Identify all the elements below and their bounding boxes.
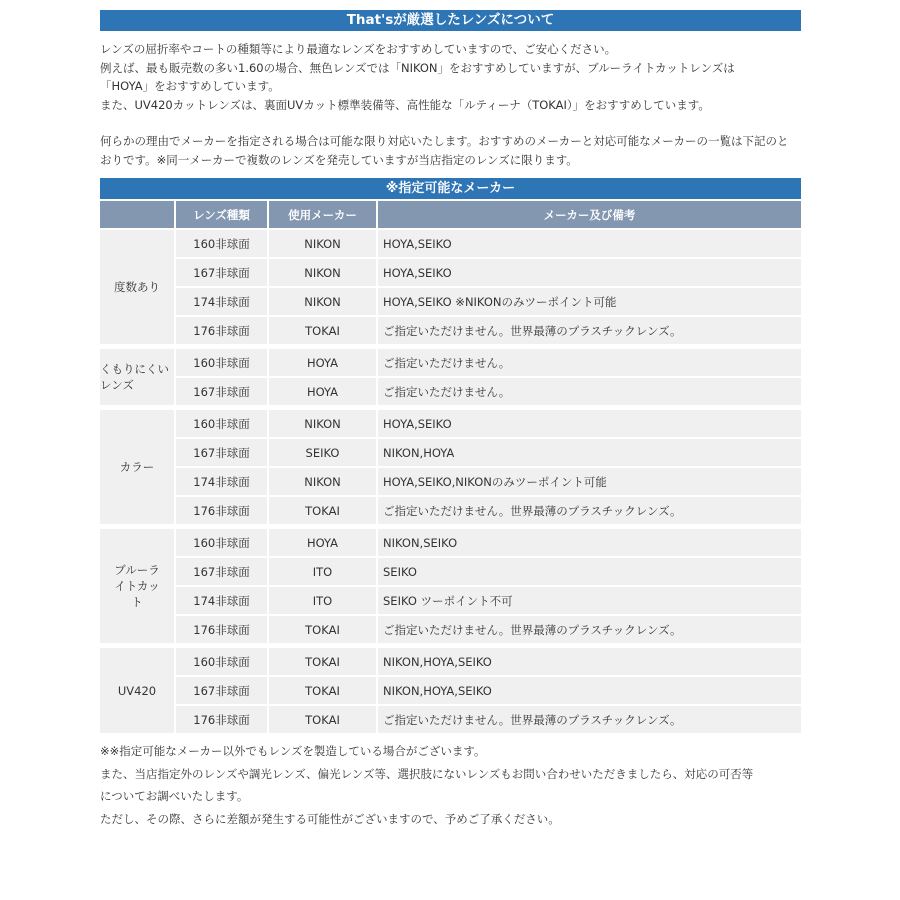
table-row xyxy=(100,344,801,376)
table-row xyxy=(100,228,801,257)
maker-cell: TOKAI xyxy=(269,495,378,524)
maker-cell: TOKAI xyxy=(269,675,378,704)
column-header-lens-type: レンズ種類 xyxy=(176,201,269,228)
intro-line: 何らかの理由でメーカーを指定される場合は可能な限り対応いたします。おすすめのメーカーと対応可能なメーカーの一覧は下記のと xyxy=(100,134,789,148)
lens-type-cell: 167非球面 xyxy=(176,556,269,585)
maker-cell: NIKON xyxy=(269,405,378,437)
table-row xyxy=(100,556,801,585)
intro-line: また、UV420カットレンズは、裏面UVカット標準装備等、高性能な「ルティーナ（TOKAI）」をおすすめしています。 xyxy=(100,97,710,112)
maker-cell: TOKAI xyxy=(269,614,378,643)
notes-cell: ご指定いただけません。世界最薄のプラスチックレンズ。 xyxy=(378,614,801,643)
table-row xyxy=(100,437,801,466)
notes-cell: HOYA,SEIKO xyxy=(378,405,801,437)
notes-cell: NIKON,HOYA xyxy=(378,437,801,466)
category-cell: ブルーライトカット xyxy=(100,524,176,643)
column-header-notes: メーカー及び備考 xyxy=(378,201,801,228)
maker-cell: HOYA xyxy=(269,524,378,556)
table-row xyxy=(100,585,801,614)
notes-cell: ご指定いただけません。 xyxy=(378,344,801,376)
column-header-maker: 使用メーカー xyxy=(269,201,378,228)
table-row xyxy=(100,405,801,437)
footer-line: ※※指定可能なメーカー以外でもレンズを製造している場合がございます。 xyxy=(100,744,486,758)
lens-type-cell: 167非球面 xyxy=(176,675,269,704)
notes-cell: ご指定いただけません。世界最薄のプラスチックレンズ。 xyxy=(378,315,801,344)
lens-type-cell: 160非球面 xyxy=(176,228,269,257)
table-row xyxy=(100,257,801,286)
notes-cell: NIKON,HOYA,SEIKO xyxy=(378,643,801,675)
column-header-category xyxy=(100,201,176,228)
category-cell: 度数あり xyxy=(100,228,176,344)
lens-type-cell: 174非球面 xyxy=(176,286,269,315)
table-row xyxy=(100,704,801,733)
table-header-row xyxy=(100,201,801,228)
footer-line: また、当店指定外のレンズや調光レンズ、偏光レンズ等、選択肢にないレンズもお問い合わせいただきましたら、対応の可否等 xyxy=(100,766,754,781)
footer-line: についてお調べいたします。 xyxy=(100,789,249,804)
table-row xyxy=(100,675,801,704)
notes-cell: NIKON,SEIKO xyxy=(378,524,801,556)
notes-cell: NIKON,HOYA,SEIKO xyxy=(378,675,801,704)
notes-cell: SEIKO ツーポイント不可 xyxy=(378,585,801,614)
lens-type-cell: 167非球面 xyxy=(176,376,269,405)
notes-cell: ご指定いただけません。 xyxy=(378,376,801,405)
maker-cell: TOKAI xyxy=(269,704,378,733)
table-row xyxy=(100,315,801,344)
lens-type-cell: 176非球面 xyxy=(176,614,269,643)
lens-info-section xyxy=(100,10,801,733)
intro-text xyxy=(100,40,801,169)
category-cell: UV420 xyxy=(100,643,176,733)
maker-cell: HOYA xyxy=(269,344,378,376)
category-cell: くもりにくいレンズ xyxy=(100,344,176,405)
intro-line: おりです。※同一メーカーで複数のレンズを発売していますが当店指定のレンズに限ります。 xyxy=(100,152,578,167)
lens-type-cell: 160非球面 xyxy=(176,524,269,556)
footer-line: ただし、その際、さらに差額が発生する可能性がございますので、予めご了承ください。 xyxy=(100,812,560,827)
maker-cell: ITO xyxy=(269,585,378,614)
intro-line: レンズの屈折率やコートの種類等により最適なレンズをおすすめしていますので、ご安心ください。 xyxy=(100,42,617,56)
lens-type-cell: 176非球面 xyxy=(176,315,269,344)
footer-notes xyxy=(100,740,753,831)
table-title: ※指定可能なメーカー xyxy=(100,178,801,199)
intro-line: 例えば、最も販売数の多い1.60の場合、無色レンズでは「NIKON」をおすすめしていますが、ブルーライトカットレンズは xyxy=(100,60,735,75)
category-cell: カラー xyxy=(100,405,176,524)
maker-cell: HOYA xyxy=(269,376,378,405)
section-title: That'sが厳選したレンズについて xyxy=(100,10,801,31)
table-row xyxy=(100,376,801,405)
lens-type-cell: 176非球面 xyxy=(176,495,269,524)
notes-cell: HOYA,SEIKO xyxy=(378,228,801,257)
notes-cell: HOYA,SEIKO,NIKONのみツーポイント可能 xyxy=(378,466,801,495)
lens-type-cell: 160非球面 xyxy=(176,643,269,675)
lens-type-cell: 176非球面 xyxy=(176,704,269,733)
lens-type-cell: 167非球面 xyxy=(176,257,269,286)
notes-cell: HOYA,SEIKO ※NIKONのみツーポイント可能 xyxy=(378,286,801,315)
lens-type-cell: 174非球面 xyxy=(176,466,269,495)
lens-type-cell: 160非球面 xyxy=(176,405,269,437)
lens-type-cell: 174非球面 xyxy=(176,585,269,614)
table-row xyxy=(100,286,801,315)
maker-cell: NIKON xyxy=(269,286,378,315)
lens-type-cell: 167非球面 xyxy=(176,437,269,466)
notes-cell: SEIKO xyxy=(378,556,801,585)
table-row xyxy=(100,466,801,495)
notes-cell: HOYA,SEIKO xyxy=(378,257,801,286)
lens-type-cell: 160非球面 xyxy=(176,344,269,376)
maker-cell: ITO xyxy=(269,556,378,585)
notes-cell: ご指定いただけません。世界最薄のプラスチックレンズ。 xyxy=(378,495,801,524)
maker-cell: TOKAI xyxy=(269,643,378,675)
maker-cell: SEIKO xyxy=(269,437,378,466)
maker-cell: NIKON xyxy=(269,257,378,286)
intro-line: 「HOYA」をおすすめしています。 xyxy=(100,79,280,93)
notes-cell: ご指定いただけません。世界最薄のプラスチックレンズ。 xyxy=(378,704,801,733)
table-row xyxy=(100,495,801,524)
table-row xyxy=(100,643,801,675)
table-row xyxy=(100,614,801,643)
maker-table xyxy=(100,201,801,733)
table-row xyxy=(100,524,801,556)
maker-cell: NIKON xyxy=(269,466,378,495)
maker-cell: TOKAI xyxy=(269,315,378,344)
maker-cell: NIKON xyxy=(269,228,378,257)
